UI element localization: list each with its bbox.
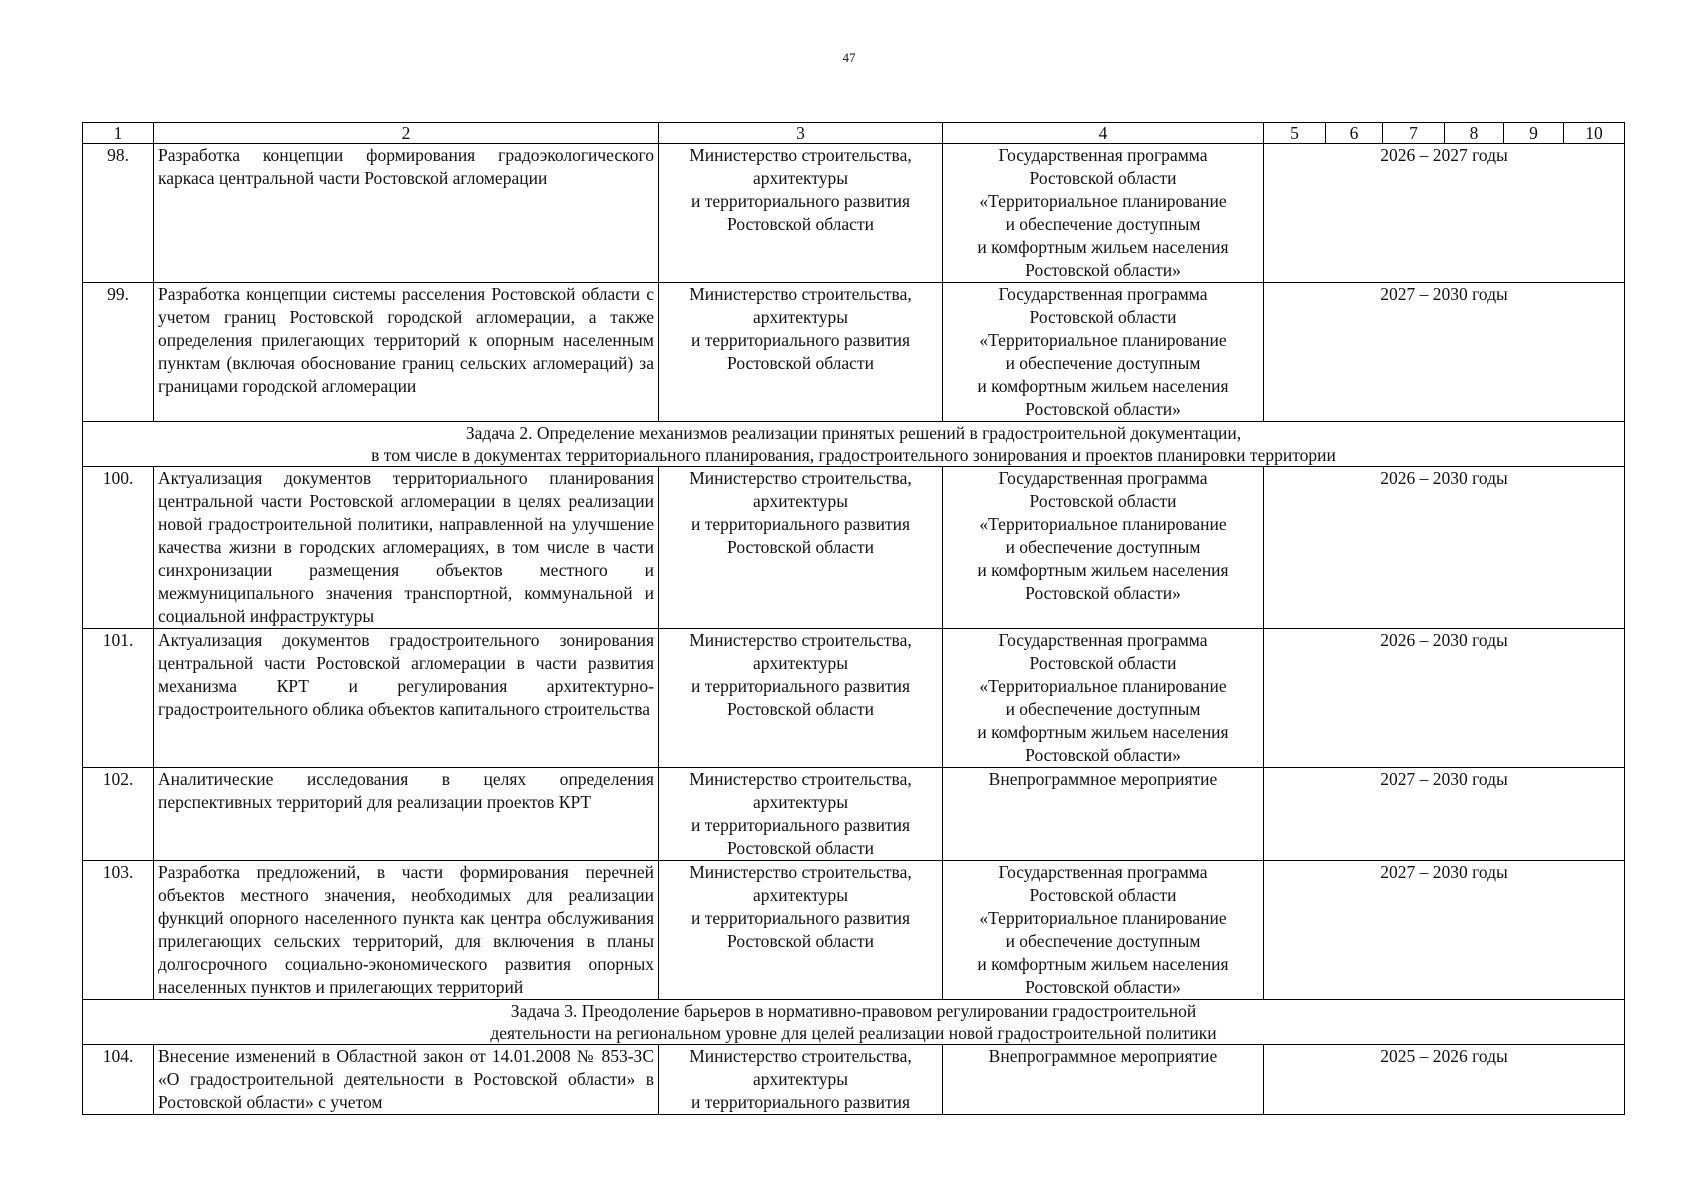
executor [659,144,943,283]
executor-line: Ростовской области [727,537,874,557]
task-heading-row [83,422,1625,467]
executor-line: архитектуры [753,1069,848,1089]
program-line: Ростовской области» [1025,583,1181,603]
row-number: 103. [83,861,154,1000]
task-heading-line: в том числе в документах территориального планирования, градостроительного зонирования и проектов планировки территории [371,445,1336,465]
program-line: Ростовской области [1029,168,1177,188]
program-line: «Территориальное планирование [979,191,1227,211]
activity-name: Аналитические исследования в целях определения перспективных территорий для реализации проектов КРТ [154,768,659,861]
activity-name: Разработка предложений, в части формирования перечней объектов местного значения, необходимых для реализации функций опорного населенного пункта как центра обслуживания прилегающих сельских территорий, для включения в планы долгосрочного социально-экономического развития опорных населенных пунктов и прилегающих территорий [154,861,659,1000]
row-number: 98. [83,144,154,283]
page-number: 47 [842,50,856,65]
program-line: Ростовской области [1029,885,1177,905]
task-heading [83,422,1625,467]
column-number: 1 [83,123,154,144]
executor-line: архитектуры [753,653,848,673]
implementation-term: 2027 – 2030 годы [1264,283,1625,422]
table-row [83,1045,1625,1115]
executor-line: Министерство строительства, [689,862,912,882]
implementation-term: 2026 – 2027 годы [1264,144,1625,283]
table-row [83,861,1625,1000]
executor-line: архитектуры [753,168,848,188]
program-line: и обеспечение доступным [1005,214,1201,234]
program-line: Внепрограммное мероприятие [988,769,1218,789]
task-heading [83,1000,1625,1045]
table-row [83,629,1625,768]
executor-line: архитектуры [753,307,848,327]
executor-line: Ростовской области [727,353,874,373]
program-line: Государственная программа [998,145,1208,165]
program-line: и комфортным жильем населения [977,376,1229,396]
executor-line: архитектуры [753,885,848,905]
program-line: Ростовской области» [1025,399,1181,419]
program-line: Ростовской области [1029,307,1177,327]
activity-name: Внесение изменений в Областной закон от 14.01.2008 № 853-ЗС «О градостроительной деятельности в Ростовской области» в Ростовской области» с учетом [154,1045,659,1115]
program-line: и комфортным жильем населения [977,237,1229,257]
column-number: 8 [1445,123,1504,144]
row-number: 100. [83,467,154,629]
implementation-term: 2027 – 2030 годы [1264,861,1625,1000]
program [943,629,1264,768]
program-line: Государственная программа [998,468,1208,488]
activity-name: Разработка концепции формирования градоэкологического каркаса центральной части Ростовской агломерации [154,144,659,283]
executor-line: и территориального развития [690,330,911,350]
column-number: 4 [943,123,1264,144]
program-line: Ростовской области [1029,491,1177,511]
column-number: 6 [1326,123,1383,144]
executor-line: архитектуры [753,491,848,511]
program-line: и обеспечение доступным [1005,699,1201,719]
column-number: 5 [1264,123,1326,144]
executor-line: Ростовской области [727,931,874,951]
implementation-term: 2027 – 2030 годы [1264,768,1625,861]
column-number: 3 [659,123,943,144]
executor-line: Министерство строительства, [689,1046,912,1066]
executor [659,768,943,861]
program-line: Государственная программа [998,284,1208,304]
column-number: 7 [1383,123,1445,144]
program-line: «Территориальное планирование [979,676,1227,696]
task-heading-line: Задача 2. Определение механизмов реализации принятых решений в градостроительной документации, [465,423,1242,443]
task-heading-row [83,1000,1625,1045]
plan-table-body [83,123,1625,1115]
executor [659,1045,943,1115]
program-line: Ростовской области» [1025,977,1181,997]
row-number: 102. [83,768,154,861]
executor-line: Министерство строительства, [689,284,912,304]
program [943,467,1264,629]
executor-line: Ростовской области [727,699,874,719]
program [943,768,1264,861]
program-line: и комфортным жильем населения [977,560,1229,580]
program-line: Государственная программа [998,862,1208,882]
executor [659,629,943,768]
activity-name: Актуализация документов градостроительного зонирования центральной части Ростовской агломерации в части развития механизма КРТ и регулирования архитектурно-градостроительного облика объектов капитального строительства [154,629,659,768]
program-line: Внепрограммное мероприятие [988,1046,1218,1066]
program-line: и комфортным жильем населения [977,954,1229,974]
executor-line: Министерство строительства, [689,630,912,650]
executor-line: и территориального развития [690,815,911,835]
executor-line: и территориального развития [690,1092,911,1112]
executor [659,861,943,1000]
program [943,1045,1264,1115]
task-heading-line: Задача 3. Преодоление барьеров в нормативно-правовом регулировании градостроительной [510,1001,1197,1021]
executor-line: и территориального развития [690,908,911,928]
row-number: 101. [83,629,154,768]
executor-line: Министерство строительства, [689,468,912,488]
program-line: Ростовской области [1029,653,1177,673]
column-number: 2 [154,123,659,144]
executor-line: и территориального развития [690,191,911,211]
program-line: и комфортным жильем населения [977,722,1229,742]
program-line: и обеспечение доступным [1005,931,1201,951]
column-number: 10 [1564,123,1625,144]
program-line: и обеспечение доступным [1005,353,1201,373]
table-row [83,768,1625,861]
row-number: 104. [83,1045,154,1115]
program-line: «Территориальное планирование [979,908,1227,928]
activity-name: Актуализация документов территориального планирования центральной части Ростовской агломерации в целях реализации новой градостроительной политики, направленной на улучшение качества жизни в городских агломерациях, в том числе в части синхронизации размещения объектов местного и межмуниципального значения транспортной, коммунальной и социальной инфраструктуры [154,467,659,629]
executor-line: Министерство строительства, [689,769,912,789]
table-row [83,467,1625,629]
program-line: и обеспечение доступным [1005,537,1201,557]
executor [659,467,943,629]
activity-name: Разработка концепции системы расселения Ростовской области с учетом границ Ростовской городской агломерации, а также определения прилегающих территорий к опорным населенным пунктам (включая обоснование границ сельских агломераций) за границами городской агломерации [154,283,659,422]
executor [659,283,943,422]
program-line: «Территориальное планирование [979,330,1227,350]
row-number: 99. [83,283,154,422]
program-line: Ростовской области» [1025,260,1181,280]
implementation-term: 2025 – 2026 годы [1264,1045,1625,1115]
program-line: «Территориальное планирование [979,514,1227,534]
program [943,283,1264,422]
program-line: Ростовской области» [1025,745,1181,765]
table-row [83,283,1625,422]
implementation-term: 2026 – 2030 годы [1264,629,1625,768]
implementation-term: 2026 – 2030 годы [1264,467,1625,629]
plan-table [82,122,1625,1115]
executor-line: и территориального развития [690,676,911,696]
program [943,861,1264,1000]
task-heading-line: деятельности на региональном уровне для целей реализации новой градостроительной политики [490,1023,1217,1043]
executor-line: Ростовской области [727,214,874,234]
executor-line: Ростовской области [727,838,874,858]
program-line: Государственная программа [998,630,1208,650]
column-number-row [83,123,1625,144]
executor-line: архитектуры [753,792,848,812]
executor-line: Министерство строительства, [689,145,912,165]
program [943,144,1264,283]
executor-line: и территориального развития [690,514,911,534]
column-number: 9 [1504,123,1564,144]
table-row [83,144,1625,283]
